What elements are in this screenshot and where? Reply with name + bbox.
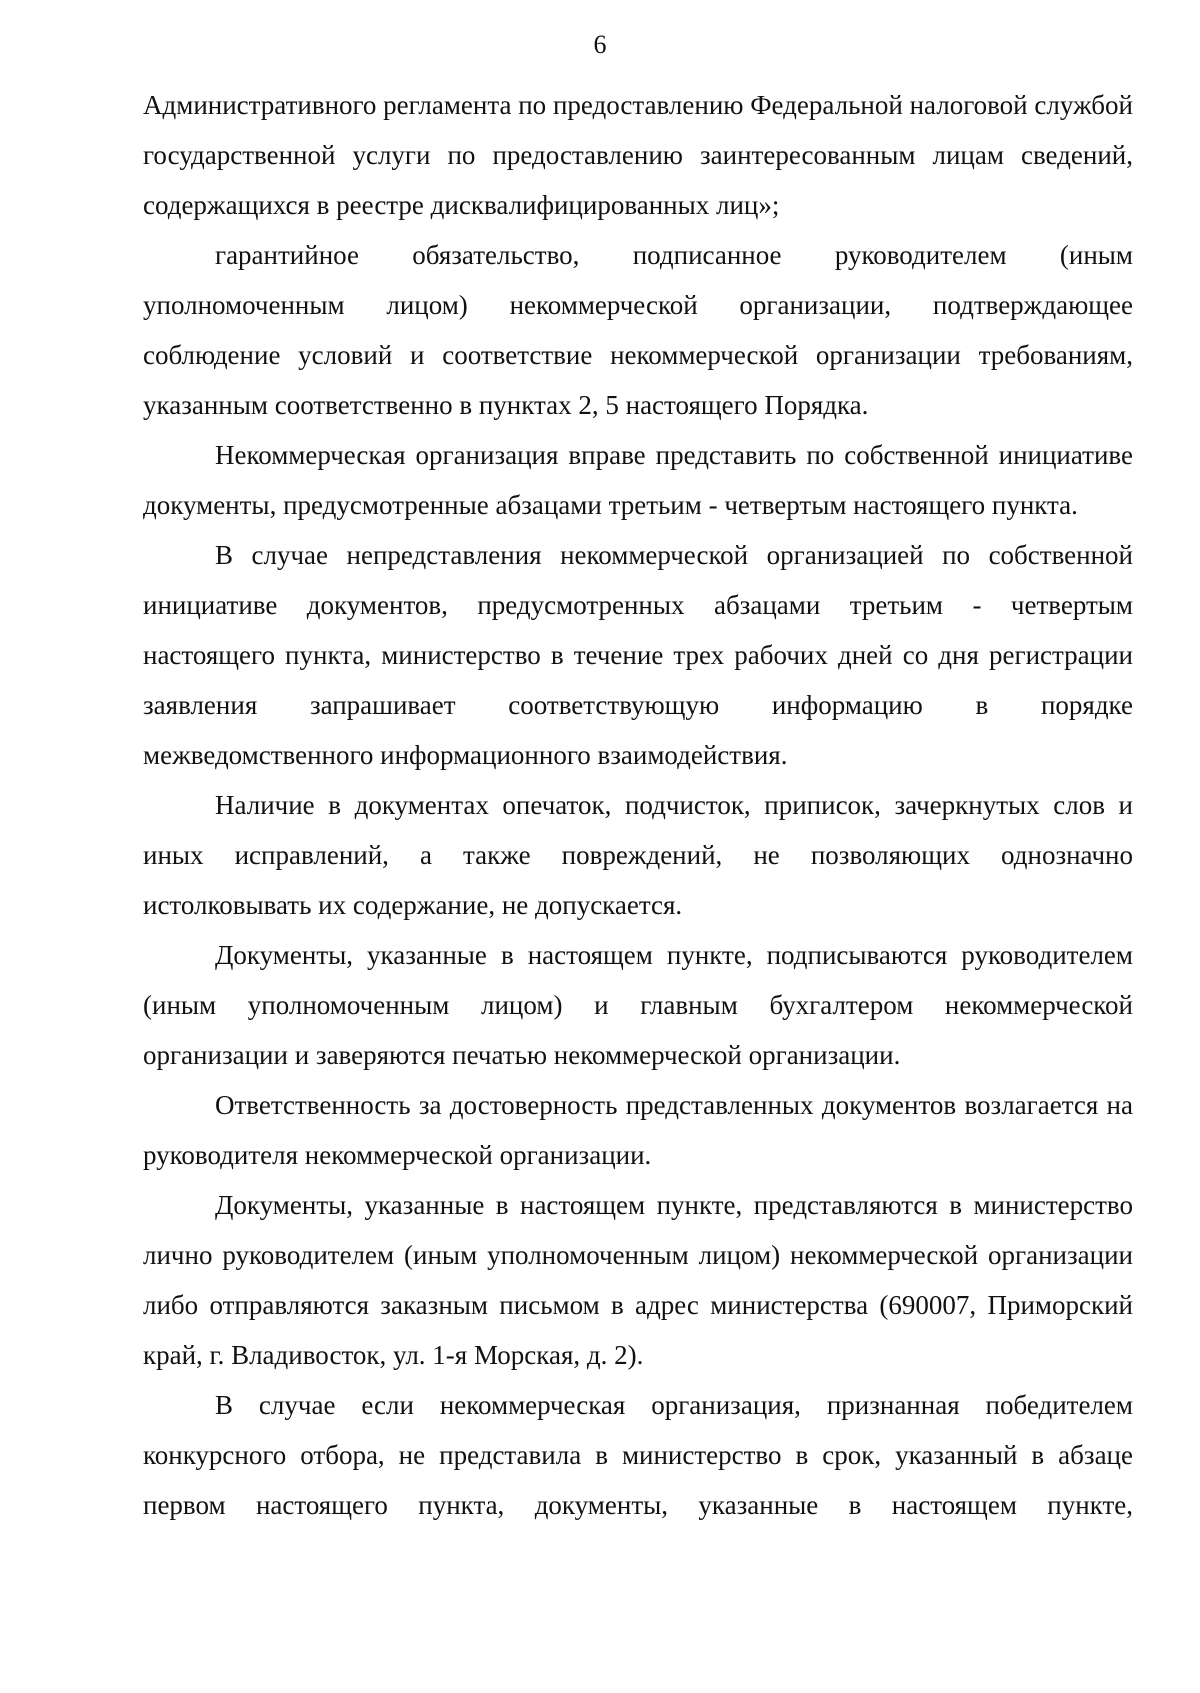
paragraph-responsibility: Ответственность за достоверность представленных документов возлагается на руководителя некоммерческой организации. xyxy=(143,1090,1133,1170)
paragraph-no-corrections: Наличие в документах опечаток, подчисток, приписок, зачеркнутых слов и иных исправлений, а также повреждений, не позволяющих однозначно истолковывать их содержание, не допускается. xyxy=(143,790,1133,920)
paragraph-submission-address: Документы, указанные в настоящем пункте, представляются в министерство лично руководителем (иным уполномоченным лицом) некоммерческой организации либо отправляются заказным письмом в адрес министерства (690007, Приморский край, г. Владивосток, ул. 1-я Морская, д. 2). xyxy=(143,1190,1133,1370)
page-number: 6 xyxy=(593,30,607,59)
paragraph-interagency-request: В случае непредставления некоммерческой организацией по собственной инициативе документов, предусмотренных абзацами третьим - четвертым настоящего пункта, министерство в течение трех рабочих дней со дня регистрации заявления запрашивает соответствующую информацию в порядке межведомственного информационного взаимодействия. xyxy=(143,540,1133,770)
paragraph-regulation-continuation: Административного регламента по предоставлению Федеральной налоговой службой государственной услуги по предоставлению заинтересованным лицам сведений, содержащихся в реестре дисквалифицированных лиц»; xyxy=(143,90,1133,220)
paragraph-signatures: Документы, указанные в настоящем пункте, подписываются руководителем (иным уполномоченным лицом) и главным бухгалтером некоммерческой организации и заверяются печатью некоммерческой организации. xyxy=(143,940,1133,1070)
paragraph-own-initiative: Некоммерческая организация вправе представить по собственной инициативе документы, предусмотренные абзацами третьим - четвертым настоящего пункта. xyxy=(143,440,1133,520)
document-body xyxy=(143,80,1133,1530)
paragraph-missed-deadline: В случае если некоммерческая организация, признанная победителем конкурсного отбора, не представила в министерство в срок, указанный в абзаце первом настоящего пункта, документы, указанные в настоящем пункте, xyxy=(143,1390,1133,1520)
paragraph-guarantee-obligation: гарантийное обязательство, подписанное руководителем (иным уполномоченным лицом) некоммерческой организации, подтверждающее соблюдение условий и соответствие некоммерческой организации требованиям, указанным соответственно в пунктах 2, 5 настоящего Порядка. xyxy=(143,240,1133,420)
